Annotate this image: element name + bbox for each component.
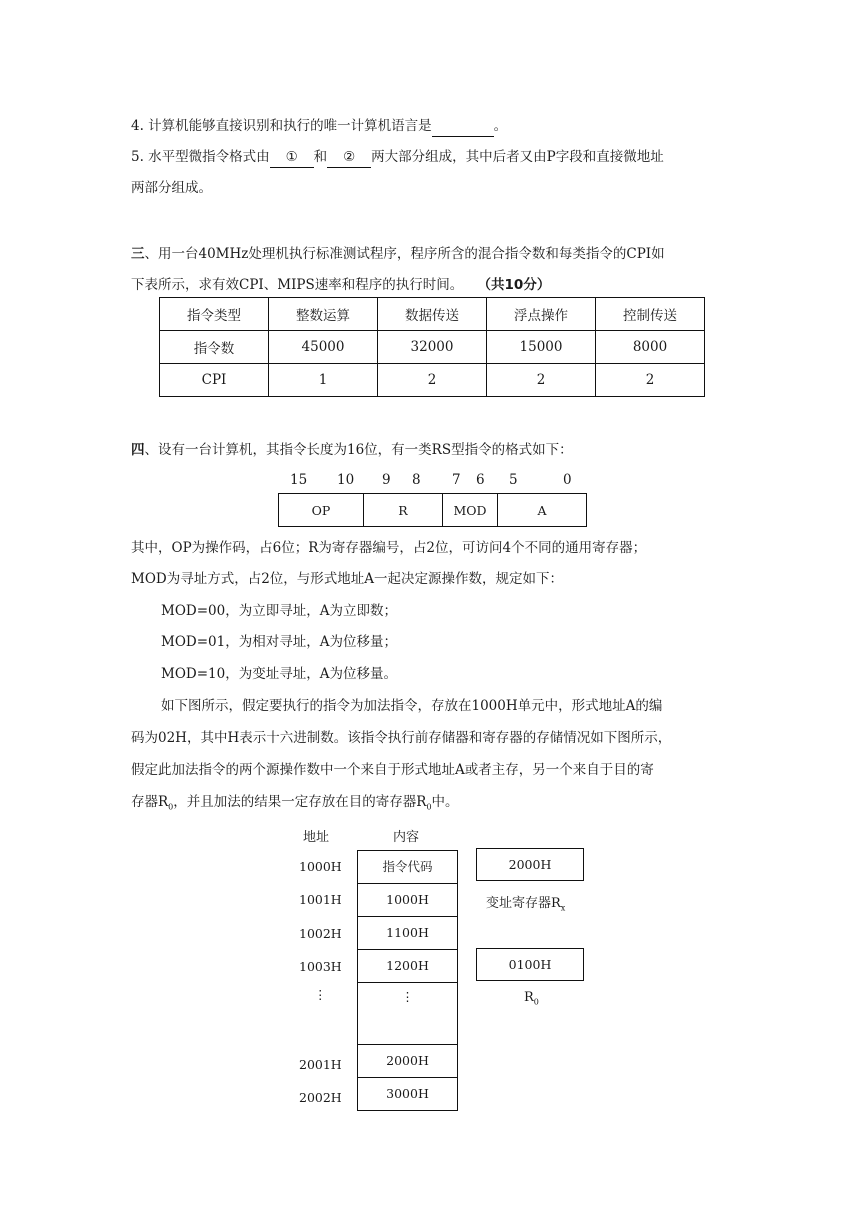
r0-label-text: R (524, 990, 534, 1005)
instruction-format (278, 493, 587, 527)
question-4-text: 4. 计算机能够直接识别和执行的唯一计算机语言是 (131, 118, 432, 134)
p6-text-c: 中。 (431, 794, 459, 810)
memory-cell: 2000H (357, 1044, 458, 1078)
table-row (279, 494, 587, 527)
bit-positions (0, 472, 865, 492)
section-4-p1: 其中，OP为操作码，占6位；R为寄存器编号，占2位，可访问4个不同的通用寄存器； (131, 540, 647, 556)
r0-label-subscript: 0 (533, 997, 539, 1007)
table-cell: 2 (596, 364, 705, 397)
section-4-number: 四 (131, 442, 145, 458)
rx-label-text: 变址寄存器R (486, 896, 561, 911)
section-3-score: （共10分） (477, 277, 551, 293)
table-cell: 数据传送 (378, 298, 487, 331)
field-mod: MOD (443, 494, 498, 527)
table-row (160, 364, 705, 397)
address-label: 1000H (299, 859, 342, 874)
answer-blank (432, 116, 494, 137)
address-label: 1003H (299, 959, 342, 974)
section-3-line1 (131, 244, 665, 264)
question-5-text-b: 两大部分组成，其中后者又由P字段和直接微地址 (371, 149, 664, 165)
bit-number: 8 (412, 472, 421, 488)
address-label: 2001H (299, 1057, 342, 1072)
table-cell: 32000 (378, 331, 487, 364)
memory-cell: 1100H (357, 916, 458, 950)
mod-01: MOD=01，为相对寻址，A为位移量； (161, 634, 397, 650)
address-label: 2002H (299, 1090, 342, 1105)
blank-2: ② (327, 147, 371, 168)
table-cell: 控制传送 (596, 298, 705, 331)
section-3-text1: 、用一台40MHz处理机执行标准测试程序，程序所含的混合指令数和每类指令的CPI如 (144, 246, 665, 262)
blank-1: ① (270, 147, 314, 168)
question-5-mid: 和 (313, 149, 328, 165)
question-5-text-a: 5. 水平型微指令格式由 (131, 149, 270, 165)
bit-number: 7 (452, 472, 461, 488)
bit-number: 5 (509, 472, 518, 488)
section-3-line2 (131, 275, 550, 295)
p6-text-b: ，并且加法的结果一定存放在目的寄存器R (173, 794, 427, 810)
address-header: 地址 (303, 830, 330, 845)
bit-number: 6 (476, 472, 485, 488)
register-r0: 0100H (476, 948, 584, 981)
table-cell: 2 (487, 364, 596, 397)
table-cell: 1 (269, 364, 378, 397)
table-cell: 2 (378, 364, 487, 397)
field-op: OP (279, 494, 364, 527)
bit-number: 15 (290, 472, 308, 488)
index-register-rx: 2000H (476, 848, 584, 881)
table-cell: 8000 (596, 331, 705, 364)
section-4-line1 (131, 440, 573, 460)
section-4-p4: 码为02H，其中H表示十六进制数。该指令执行前存储器和寄存器的存储情况如下图所示， (131, 730, 672, 746)
section-4-p3: 如下图所示，假定要执行的指令为加法指令，存放在1000H单元中，形式地址A的编 (161, 698, 663, 714)
memory-cell: 指令代码 (357, 850, 458, 884)
question-5-line1 (131, 147, 664, 168)
r0-subscript: 0 (168, 802, 174, 812)
bit-number: 10 (337, 472, 355, 488)
table-cell: 浮点操作 (487, 298, 596, 331)
table-row (160, 331, 705, 364)
p6-text-a: 存器R (131, 794, 169, 810)
table-cell: 15000 (487, 331, 596, 364)
memory-cell: 1000H (357, 883, 458, 917)
address-label: 1002H (299, 926, 342, 941)
section-4-p6 (131, 792, 459, 818)
section-3-text2: 下表所示，求有效CPI、MIPS速率和程序的执行时间。 (131, 277, 464, 293)
question-5-line2: 两部分组成。 (131, 180, 212, 196)
section-4-p5: 假定此加法指令的两个源操作数中一个来自于形式地址A或者主存，另一个来自于目的寄 (131, 762, 654, 778)
cpi-table (159, 297, 705, 397)
bit-number: 9 (382, 472, 391, 488)
table-cell: 指令数 (160, 331, 269, 364)
section-3-number: 三 (131, 246, 145, 262)
content-header: 内容 (393, 830, 420, 845)
mod-10: MOD=10，为变址寻址，A为位移量。 (161, 666, 397, 682)
section-4-text1: 、设有一台计算机，其指令长度为16位，有一类RS型指令的格式如下： (144, 442, 573, 458)
table-cell: CPI (160, 364, 269, 397)
section-4-p2: MOD为寻址方式，占2位，与形式地址A一起决定源操作数，规定如下： (131, 571, 564, 587)
memory-cell-ellipsis: ⋮ (357, 982, 458, 1045)
field-r: R (364, 494, 443, 527)
mod-00: MOD=00，为立即寻址，A为立即数； (161, 603, 397, 619)
table-cell: 指令类型 (160, 298, 269, 331)
register-r0-label (524, 990, 539, 1007)
table-row (160, 298, 705, 331)
field-a: A (498, 494, 587, 527)
rx-subscript: x (560, 903, 566, 913)
index-register-label (486, 892, 565, 913)
r0-subscript: 0 (426, 802, 432, 812)
memory-cell: 3000H (357, 1077, 458, 1111)
question-4-end: 。 (493, 118, 508, 134)
address-ellipsis: ⋮ (314, 987, 327, 1002)
bit-number: 0 (563, 472, 572, 488)
address-label: 1001H (299, 892, 342, 907)
question-4 (131, 116, 507, 137)
table-cell: 45000 (269, 331, 378, 364)
memory-cell: 1200H (357, 949, 458, 983)
table-cell: 整数运算 (269, 298, 378, 331)
